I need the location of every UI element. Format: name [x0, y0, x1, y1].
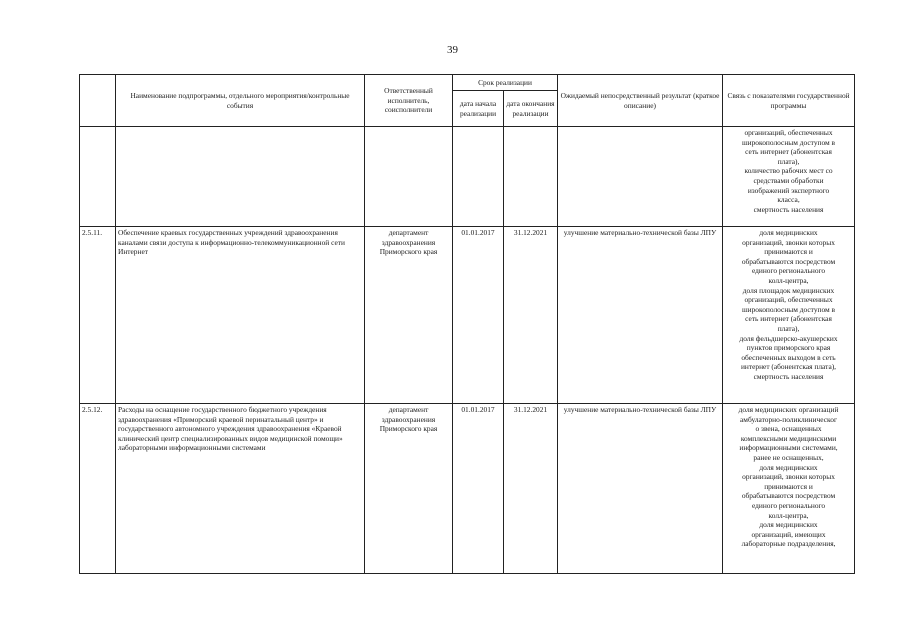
header-result: Ожидаемый непосредственный результат (краткое описание) — [558, 75, 723, 127]
header-end: дата окончания реализации — [504, 91, 558, 127]
header-responsible: Ответственный исполнитель, соисполнители — [365, 75, 453, 127]
program-table — [79, 74, 855, 574]
row-number: 2.5.11. — [80, 227, 116, 404]
page-number: 39 — [447, 44, 458, 56]
row-start: 01.01.2017 — [453, 227, 504, 404]
table-row — [80, 404, 855, 574]
header-name: Наименование подпрограммы, отдельного мероприятия/контрольные события — [116, 75, 365, 127]
row-link: организаций, обеспеченных широкополосным доступом в сеть интернет (абонентская плата), количество рабочих мест со средствами обработки изображений экспертного класса, смертность населения — [723, 127, 855, 227]
row-result: улучшение материально-технической базы ЛПУ — [558, 404, 723, 574]
row-number — [80, 127, 116, 227]
header-link: Связь с показателями государственной программы — [723, 75, 855, 127]
row-name: Обеспечение краевых государственных учреждений здравоохранения каналами связи доступа к информационно-телекоммуникационной сети Интернет — [116, 227, 365, 404]
row-result — [558, 127, 723, 227]
row-start: 01.01.2017 — [453, 404, 504, 574]
row-name: Расходы на оснащение государственного бюджетного учреждения здравоохранения «Приморский краевой перинатальный центр» и государственного автономного учреждения здравоохранения «Краевой клинический центр специализированных видов медицинской помощи» лабораторными информационными системами — [116, 404, 365, 574]
table-row — [80, 227, 855, 404]
row-responsible — [365, 127, 453, 227]
row-responsible: департамент здравоохранения Приморского края — [365, 227, 453, 404]
row-link: доля медицинских организаций амбулаторно-поликлиническог о звена, оснащенных комплексными медицинскими информационными системами, ранее не оснащенных, доля медицинских организаций, звонки которых принимаются и обрабатываются посредством единого регионального колл-центра, доля медицинских организаций, имеющих лабораторные подразделения, — [723, 404, 855, 574]
row-end: 31.12.2021 — [504, 227, 558, 404]
table-row — [80, 127, 855, 227]
row-result: улучшение материально-технической базы ЛПУ — [558, 227, 723, 404]
row-responsible: департамент здравоохранения Приморского края — [365, 404, 453, 574]
row-start — [453, 127, 504, 227]
row-number: 2.5.12. — [80, 404, 116, 574]
header-start: дата начала реализации — [453, 91, 504, 127]
header-number — [80, 75, 116, 127]
row-end — [504, 127, 558, 227]
row-end: 31.12.2021 — [504, 404, 558, 574]
header-period: Срок реализации — [453, 75, 558, 91]
row-name — [116, 127, 365, 227]
row-link: доля медицинских организаций, звонки которых принимаются и обрабатываются посредством единого регионального колл-центра, доля площадок медицинских организаций, обеспеченных широкополосным доступом в сеть интернет (абонентская плата), доля фельдшерско-акушерских пунктов приморского края обеспеченных выходом в сеть интернет (абонентская плата), смертность населения — [723, 227, 855, 404]
